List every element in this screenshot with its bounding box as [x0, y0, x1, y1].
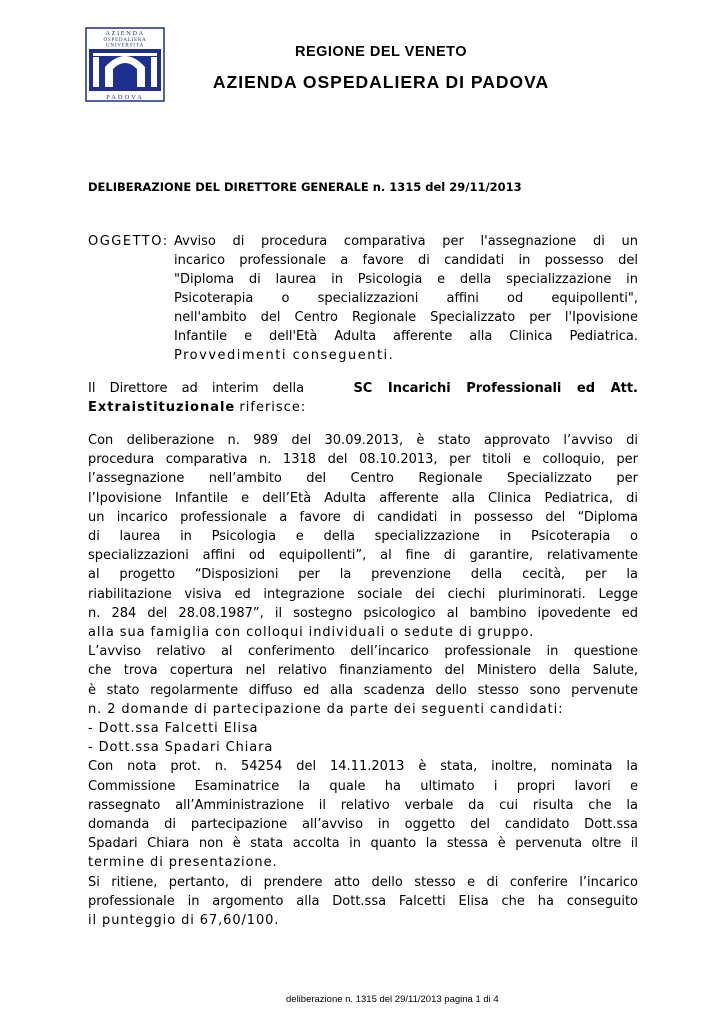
- body-line: al progetto “Disposizioni per la prevenzione della cecità, per la: [88, 567, 638, 583]
- page-footer: deliberazione n. 1315 del 29/11/2013 pagina 1 di 4: [286, 994, 499, 1005]
- body-line: l’assegnazione nell’ambito del Centro Regionale Specializzato per: [88, 471, 638, 487]
- oggetto-label: OGGETTO:: [88, 234, 169, 249]
- deliberation-title: DELIBERAZIONE DEL DIRETTORE GENERALE n. 1315 del 29/11/2013: [88, 180, 522, 194]
- body-line: specializzazioni affini od equipollenti”, al fine di garantire, relativamente: [88, 548, 638, 564]
- region-title: REGIONE DEL VENETO: [294, 44, 468, 60]
- body-line: riabilitazione visiva ed integrazione sociale dei ciechi pluriminorati. Legge: [88, 586, 638, 602]
- intro-department-cont: Extraistituzionale: [88, 400, 236, 415]
- oggetto-line: incarico professionale a favore di candidati in possesso del: [174, 253, 638, 268]
- body-line: che trova copertura nel relativo finanziamento del Ministero della Salute,: [88, 663, 638, 679]
- body-line: termine di presentazione.: [88, 855, 278, 871]
- body-line: il punteggio di 67,60/100.: [88, 913, 280, 928]
- body-line: n. 284 del 28.08.1987”, il sostegno psicologico al bambino ipovedente ed: [88, 605, 638, 621]
- oggetto-line: Provvedimenti conseguenti.: [174, 348, 395, 363]
- oggetto-line: Avviso di procedura comparativa per l'assegnazione di un: [174, 234, 638, 249]
- intro-line-1: [88, 382, 638, 395]
- intro-line-2: [88, 401, 306, 414]
- body-line: Con deliberazione n. 989 del 30.09.2013, è stato approvato l’avviso di: [88, 433, 638, 448]
- body-line: L’avviso relativo al conferimento dell’incarico professionale in questione: [88, 644, 638, 660]
- intro-department: SC Incarichi Professionali ed Att.: [353, 381, 638, 396]
- oggetto-line: Infantile e dell'Età Adulta afferente alla Clinica Pediatrica.: [174, 329, 638, 344]
- oggetto-line: nell'ambito del Centro Regionale Specializzato per l'Ipovisione: [174, 310, 638, 325]
- body-line: - Dott.ssa Spadari Chiara: [88, 740, 274, 756]
- body-line: un incarico professionale a favore di candidati in possesso del “Diploma: [88, 509, 638, 525]
- body-line: l’Ipovisione Infantile e dell’Età Adulta afferente alla Clinica Pediatrica, di: [88, 490, 638, 506]
- body-line: alla sua famiglia con colloqui individuali o sedute di gruppo.: [88, 625, 535, 640]
- intro-prefix: Il Direttore ad interim della: [88, 381, 305, 396]
- body-line: professionale in argomento alla Dott.ssa Falcetti Elisa che ha conseguito: [88, 893, 638, 909]
- organization-title: AZIENDA OSPEDALIERA DI PADOVA: [212, 72, 550, 92]
- logo-text-bottom: PADOVA: [106, 94, 144, 101]
- oggetto-line: Psicoterapia o specializzazioni affini od equipollenti",: [174, 291, 638, 306]
- logo-text-sub2: UNIVERSITÀ: [106, 43, 144, 49]
- body-line: procedura comparativa n. 1318 del 08.10.2013, per titoli e colloquio, per: [88, 452, 638, 468]
- body-line: Commissione Esaminatrice la quale ha ultimato i propri lavori e: [88, 778, 638, 794]
- body-line: n. 2 domande di partecipazione da parte dei seguenti candidati:: [88, 701, 564, 717]
- body-line: Spadari Chiara non è stata accolta in quanto la stessa è pervenuta oltre il: [88, 836, 638, 852]
- body-line: è stato regolarmente diffuso ed alla scadenza dello stesso sono pervenute: [88, 682, 638, 698]
- body-line: di laurea in Psicologia e della specializzazione in Psicoterapia o: [88, 529, 638, 544]
- logo-text-sub1: OSPEDALIERA: [103, 38, 147, 43]
- body-line: Con nota prot. n. 54254 del 14.11.2013 è stata, inoltre, nominata la: [88, 759, 638, 775]
- hospital-logo: [85, 27, 165, 102]
- logo-text-top: AZIENDA: [105, 30, 145, 37]
- body-line: domanda di partecipazione all’avviso in oggetto del candidato Dott.ssa: [88, 817, 638, 832]
- intro-suffix: riferisce:: [239, 400, 307, 415]
- body-line: rassegnato all’Amministrazione il relativo verbale da cui risulta che la: [88, 797, 638, 813]
- body-line: Si ritiene, pertanto, di prendere atto dello stesso e di conferire l’incarico: [88, 874, 638, 890]
- body-line: - Dott.ssa Falcetti Elisa: [88, 721, 259, 736]
- oggetto-line: "Diploma di laurea in Psicologia e della specializzazione in: [174, 272, 638, 287]
